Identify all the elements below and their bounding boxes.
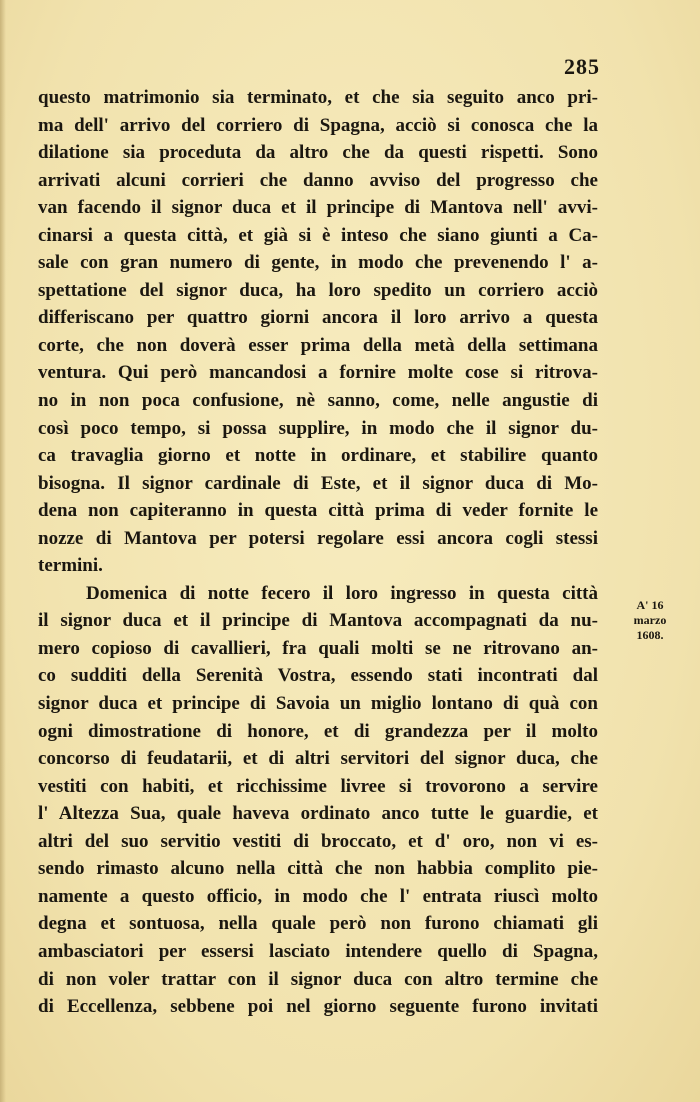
text-line: dena non capiteranno in questa città prima di veder fornite le [38, 500, 598, 522]
paragraph-1 [38, 84, 598, 580]
text-line: ogni dimostratione di honore, et di grandezza per il molto [38, 720, 598, 742]
text-line: bisogna. Il signor cardinale di Este, et il signor duca di Mo- [38, 472, 598, 494]
text-line: questo matrimonio sia terminato, et che sia seguito anco pri- [38, 87, 598, 108]
text-line: ambasciatori per essersi lasciato intendere quello di Spagna, [38, 940, 598, 962]
paragraph-2 [38, 580, 598, 1021]
body-text [38, 84, 598, 1021]
margin-note-year: 1608. [636, 628, 664, 642]
text-line: il signor duca et il principe di Mantova accompagnati da nu- [38, 610, 598, 632]
page-number: 285 [564, 54, 600, 79]
text-line: spettatione del signor duca, ha loro spedito un corriero acciò [38, 279, 598, 301]
text-line: l' Altezza Sua, quale haveva ordinato anco tutte le guardie, et [38, 803, 598, 825]
page-gutter-shadow [0, 0, 6, 1102]
text-line: no in non poca confusione, nè sanno, come, nelle angustie di [38, 390, 598, 412]
text-line: sendo rimasto alcuno nella città che non habbia complito pie- [38, 858, 598, 880]
text-line: mero copioso di cavallieri, fra quali molti se ne ritrovano an- [38, 637, 598, 659]
text-line: concorso di feudatarii, et di altri servitori del signor duca, che [38, 748, 598, 770]
text-line: sale con gran numero di gente, in modo che prevenendo l' a- [38, 252, 598, 274]
text-line: ma dell' arrivo del corriero di Spagna, acciò si conosca che la [38, 114, 598, 136]
text-line: namente a questo officio, in modo che l' entrata riuscì molto [38, 885, 598, 907]
margin-note-month: marzo [633, 613, 667, 627]
margin-note-day: A' 16 [636, 598, 664, 612]
text-line: Domenica di notte fecero il loro ingresso in questa città [86, 582, 598, 604]
text-line: ca travaglia giorno et notte in ordinare, et stabilire quanto [38, 445, 598, 467]
text-line: arrivati alcuni corrieri che danno avviso del progresso che [38, 169, 598, 191]
text-line: cinarsi a questa città, et già si è inteso che siano giunti a Ca- [38, 224, 598, 246]
text-line: ventura. Qui però mancandosi a fornire molte cose si ritrova- [38, 362, 598, 384]
text-line: differiscano per quattro giorni ancora il loro arrivo a questa [38, 307, 598, 329]
text-line: signor duca et principe di Savoia un miglio lontano di quà con [38, 693, 598, 715]
text-line: termini. [38, 555, 103, 577]
text-line: altri del suo servitio vestiti di broccato, et d' oro, non vi es- [38, 830, 598, 852]
text-line: co sudditi della Serenità Vostra, essendo stati incontrati dal [38, 665, 598, 687]
text-line: di non voler trattar con il signor duca con altro termine che [38, 968, 598, 990]
text-line: di Eccellenza, sebbene poi nel giorno seguente furono invitati [38, 996, 598, 1018]
text-line: vestiti con habiti, et ricchissime livree si trovorono a servire [38, 775, 598, 797]
text-line: nozze di Mantova per potersi regolare essi ancora cogli stessi [38, 527, 598, 549]
text-line: dilatione sia proceduta da altro che da questi rispetti. Sono [38, 142, 598, 164]
text-line: così poco tempo, si possa supplire, in modo che il signor du- [38, 417, 598, 439]
text-line: van facendo il signor duca et il principe di Mantova nell' avvi- [38, 197, 598, 219]
text-line: corte, che non doverà esser prima della metà della settimana [38, 334, 598, 356]
text-line: degna et sontuosa, nella quale però non furono chiamati gli [38, 913, 598, 935]
margin-date-note [620, 598, 680, 643]
